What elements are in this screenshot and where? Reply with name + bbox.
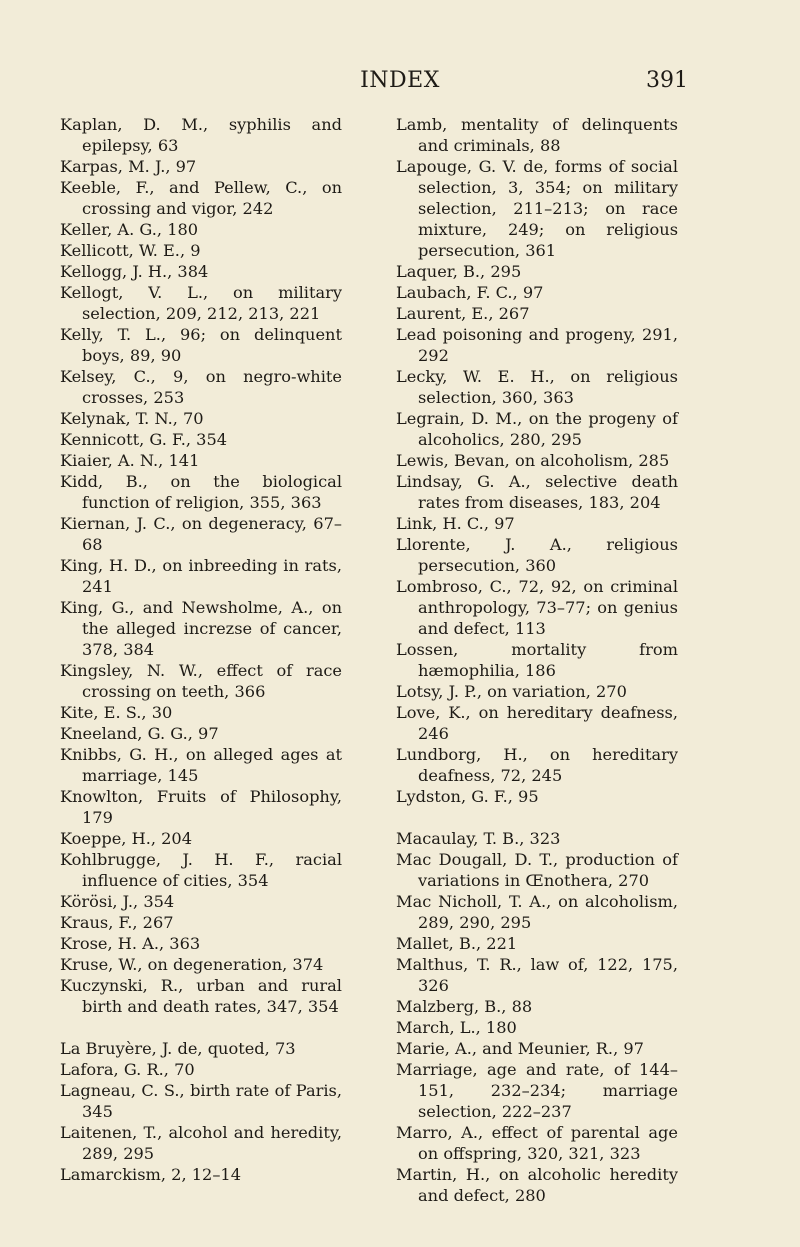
index-entry: Kneeland, G. G., 97: [60, 724, 219, 743]
index-entry: Lydston, G. F., 95: [396, 787, 539, 806]
index-entry: Laitenen, T., alcohol and heredity, 289, 295: [60, 1123, 342, 1163]
index-entry: Lundborg, H., on hereditary deafness, 72, 245: [396, 745, 678, 785]
index-entry: Malzberg, B., 88: [396, 997, 533, 1016]
index-entry: Lindsay, G. A., selective death rates from diseases, 183, 204: [396, 472, 678, 512]
index-entry: King, G., and Newsholme, A., on the alleged increzse of cancer, 378, 384: [60, 598, 342, 659]
index-entry: Kellicott, W. E., 9: [60, 241, 201, 260]
index-entry: Mac Dougall, D. T., production of variations in Œnothera, 270: [396, 850, 678, 890]
index-entry: Martin, H., on alcoholic heredity and defect, 280: [396, 1165, 678, 1205]
index-entry: Kohlbrugge, J. H. F., racial influence of cities, 354: [60, 850, 342, 890]
index-entry: Kelsey, C., 9, on negro-white crosses, 253: [60, 367, 342, 407]
index-entry: Legrain, D. M., on the progeny of alcoholics, 280, 295: [396, 409, 678, 449]
index-entry: March, L., 180: [396, 1018, 517, 1037]
index-entry: Kidd, B., on the biological function of religion, 355, 363: [60, 472, 342, 512]
index-entry: Koeppe, H., 204: [60, 829, 193, 848]
index-entry: Lotsy, J. P., on variation, 270: [396, 682, 627, 701]
index-entry: Körösi, J., 354: [60, 892, 175, 911]
index-entry: Marie, A., and Meunier, R., 97: [396, 1039, 644, 1058]
index-entry: Kraus, F., 267: [60, 913, 174, 932]
index-entry: Kingsley, N. W., effect of race crossing on teeth, 366: [60, 661, 342, 701]
index-entry: Lafora, G. R., 70: [60, 1060, 195, 1079]
page-title: INDEX: [360, 68, 440, 93]
index-entry: Link, H. C., 97: [396, 514, 515, 533]
index-entry: Lecky, W. E. H., on religious selection, 360, 363: [396, 367, 678, 407]
page-number: 391: [646, 68, 688, 93]
index-entry: Laubach, F. C., 97: [396, 283, 544, 302]
index-entry: Lapouge, G. V. de, forms of social selection, 3, 354; on military selection, 211–213; on race mixture, 249; on religious persecution, 361: [396, 157, 678, 260]
index-entry: Mac Nicholl, T. A., on alcoholism, 289, 290, 295: [396, 892, 678, 932]
index-entry: Kelynak, T. N., 70: [60, 409, 204, 428]
index-entry: Knibbs, G. H., on alleged ages at marriage, 145: [60, 745, 342, 785]
index-entry: Knowlton, Fruits of Philosophy, 179: [60, 787, 342, 827]
index-entry: Keeble, F., and Pellew, C., on crossing and vigor, 242: [60, 178, 342, 218]
index-entry: Lossen, mortality from hæmophilia, 186: [396, 640, 678, 680]
index-entry: Love, K., on hereditary deafness, 246: [396, 703, 678, 743]
index-entry: Marro, A., effect of parental age on offspring, 320, 321, 323: [396, 1123, 678, 1163]
index-entry: Llorente, J. A., religious persecution, 360: [396, 535, 678, 575]
index-entry: Marriage, age and rate, of 144–151, 232–234; marriage selection, 222–237: [396, 1060, 678, 1121]
index-entry: Kite, E. S., 30: [60, 703, 173, 722]
index-entry: Lewis, Bevan, on alcoholism, 285: [396, 451, 670, 470]
index-entry: Malthus, T. R., law of, 122, 175, 326: [396, 955, 678, 995]
index-column-left: [60, 114, 342, 1185]
index-entry: Kaplan, D. M., syphilis and epilepsy, 63: [60, 115, 342, 155]
index-entry: Lamarckism, 2, 12–14: [60, 1165, 242, 1184]
index-entry: Kellogg, J. H., 384: [60, 262, 209, 281]
index-entry: King, H. D., on inbreeding in rats, 241: [60, 556, 342, 596]
index-entry: Macaulay, T. B., 323: [396, 829, 561, 848]
index-entry: Lead poisoning and progeny, 291, 292: [396, 325, 678, 365]
index-entry: Laquer, B., 295: [396, 262, 522, 281]
index-entry: Lamb, mentality of delinquents and criminals, 88: [396, 115, 678, 155]
index-entry: Laurent, E., 267: [396, 304, 530, 323]
index-entry: Mallet, B., 221: [396, 934, 518, 953]
index-entry: Lombroso, C., 72, 92, on criminal anthropology, 73–77; on genius and defect, 113: [396, 577, 678, 638]
index-entry: La Bruyère, J. de, quoted, 73: [60, 1039, 296, 1058]
index-entry: Kennicott, G. F., 354: [60, 430, 228, 449]
index-entry: Lagneau, C. S., birth rate of Paris, 345: [60, 1081, 342, 1121]
index-column-right: [396, 114, 678, 1206]
index-entry: Kiaier, A. N., 141: [60, 451, 200, 470]
index-entry: Kruse, W., on degeneration, 374: [60, 955, 324, 974]
index-entry: Kellogt, V. L., on military selection, 209, 212, 213, 221: [60, 283, 342, 323]
index-entry: Krose, H. A., 363: [60, 934, 201, 953]
index-entry: Kiernan, J. C., on degeneracy, 67–68: [60, 514, 342, 554]
index-entry: Keller, A. G., 180: [60, 220, 199, 239]
index-entry: Karpas, M. J., 97: [60, 157, 197, 176]
index-entry: Kelly, T. L., 96; on delinquent boys, 89, 90: [60, 325, 342, 365]
index-entry: Kuczynski, R., urban and rural birth and death rates, 347, 354: [60, 976, 342, 1016]
